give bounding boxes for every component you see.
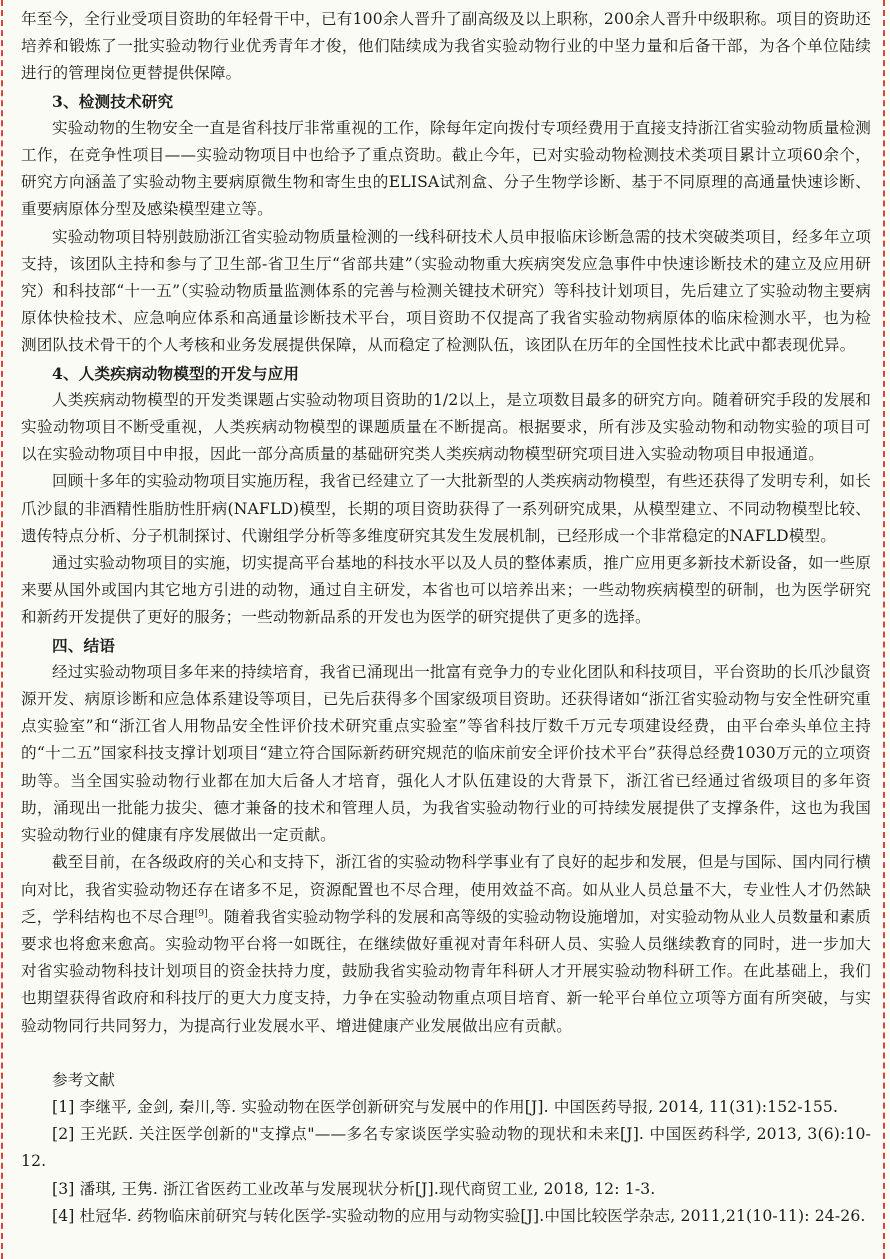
body-paragraph: 经过实验动物项目多年来的持续培育，我省已涌现出一批富有竞争力的专业化团队和科技项目，平台资助的长爪沙鼠资源开发、病原诊断和应急体系建设等项目，已先后获得多个国家级项目资助。还获得诸如“浙江省实验动物与安全性研究重点实验室”和“浙江省人用物品安全性评价技术研究重点实验室”等省科技厅数千万元专项建设经费，由平台牵头单位主持的“十二五”国家科技支撑计划项目“建立符合国际新药研究规范的临床前安全评价技术平台”获得总经费1030万元的立项资助等。当全国实验动物行业都在加大后备人才培育，强化人才队伍建设的大背景下，浙江省已经通过省级项目的多年资助，涌现出一批能力拔尖、德才兼备的技术和管理人员，为我省实验动物行业的可持续发展提供了支撑条件，这也为我国实验动物行业的健康有序发展做出一定贡献。 <box>21 662 871 845</box>
reference-item: [2] 王光跃. 关注医学创新的"支撑点"——多名专家谈医学实验动物的现状和未来[J]. 中国医药科学, 2013, 3(6):10-12. <box>21 1125 871 1171</box>
paragraph-text: 。随着我省实验动物学科的发展和高等级的实验动物设施增加，对实验动物从业人员数量和素质要求也将愈来愈高。实验动物平台将一如既往，在继续做好重视对青年科研人员、实验人员继续教育的同时，进一步加大对省实验动物科技计划项目的资金扶持力度，鼓励我省实验动物青年科研人才开展实验动物科研工作。在此基础上，我们也期望获得省政府和科技厅的更大力度支持，力争在实验动物重点项目培育、新一轮平台单位立项等方面有所突破，与实验动物同行共同努力，为提高行业发展水平、增进健康产业发展做出应有贡献。 <box>21 907 871 1035</box>
reference-item: [3] 潘琪, 王隽. 浙江省医药工业改革与发展现状分析[J].现代商贸工业, 2018, 12: 1-3. <box>52 1179 656 1198</box>
body-paragraph: 实验动物项目特别鼓励浙江省实验动物质量检测的一线科研技术人员申报临床诊断急需的技术突破类项目，经多年立项支持，该团队主持和参与了卫生部-省卫生厅“省部共建”（实验动物重大疾病突发应急事件中快速诊断技术的建立及应用研究）和科技部“十一五”（实验动物质量监测体系的完善与检测关键技术研究）等科技计划项目，先后建立了实验动物主要病原体快检技术、应急响应体系和高通量诊断技术平台，项目资助不仅提高了我省实验动物病原体的临床检测水平，也为检测团队技术骨干的个人考核和业务发展提供保障，从而稳定了检测队伍，该团队在历年的全国性技术比武中都表现优异。 <box>21 227 871 355</box>
body-paragraph <box>21 849 871 1039</box>
references-title: 参考文献 <box>52 1070 115 1089</box>
reference-item: [4] 杜冠华. 药物临床前研究与转化医学-实验动物的应用与动物实验[J].中国比较医学杂志, 2011,21(10-11): 24-26. <box>52 1206 866 1225</box>
section-heading: 四、结语 <box>52 635 115 655</box>
section-heading: 4、人类疾病动物模型的开发与应用 <box>52 363 300 383</box>
right-dashed-border <box>883 0 889 1259</box>
body-paragraph: 人类疾病动物模型的开发类课题占实验动物项目资助的1/2以上，是立项数目最多的研究方向。随着研究手段的发展和实验动物项目不断受重视，人类疾病动物模型的课题质量在不断提高。根据要求，所有涉及实验动物和动物实验的项目可以在实验动物项目中申报，因此一部分高质量的基础研究类人类疾病动物模型研究项目进入实验动物项目申报通道。 <box>21 390 871 464</box>
body-paragraph: 通过实验动物项目的实施，切实提高平台基地的科技水平以及人员的整体素质，推广应用更多新技术新设备，如一些原来要从国外或国内其它地方引进的动物，通过自主研发，本省也可以培养出来；一些动物疾病模型的研制，也为医学研究和新药开发提供了更好的服务；一些动物新品系的开发也为医学的研究提供了更多的选择。 <box>21 554 871 627</box>
citation-marker: [9] <box>194 908 208 919</box>
body-paragraph: 年至今，全行业受项目资助的年轻骨干中，已有100余人晋升了副高级及以上职称，200余人晋升中级职称。项目的资助还培养和锻炼了一批实验动物行业优秀青年才俊，他们陆续成为我省实验动物行业的中坚力量和后备干部，为各个单位陆续进行的管理岗位更替提供保障。 <box>21 10 871 83</box>
body-paragraph: 实验动物的生物安全一直是省科技厅非常重视的工作，除每年定向拨付专项经费用于直接支持浙江省实验动物质量检测工作，在竞争性项目——实验动物项目中也给予了重点资助。截止今年，已对实验动物检测技术类项目累计立项60余个，研究方向涵盖了实验动物主要病原微生物和寄生虫的ELISA试剂盒、分子生物学诊断、基于不同原理的高通量快速诊断、重要病原体分型及感染模型建立等。 <box>21 118 871 219</box>
paragraph-text: 截至目前，在各级政府的关心和支持下，浙江省的实验动物科学事业有了良好的起步和发展，但是与国际、国内同行横向对比，我省实验动物还存在诸多不足，资源配置也不尽合理，使用效益不高。如从业人员总量不大，专业性人才仍然缺乏，学科结构也不尽合理 <box>21 853 871 926</box>
left-dashed-border <box>1 0 7 1259</box>
reference-item: [1] 李继平, 金剑, 秦川,等. 实验动物在医学创新研究与发展中的作用[J]. 中国医药导报, 2014, 11(31):152-155. <box>52 1097 839 1116</box>
section-heading: 3、检测技术研究 <box>52 91 174 111</box>
article-body <box>21 6 871 1230</box>
body-paragraph: 回顾十多年的实验动物项目实施历程，我省已经建立了一大批新型的人类疾病动物模型，有些还获得了发明专利，如长爪沙鼠的非酒精性脂肪性肝病(NAFLD)模型，长期的项目资助获得了一系列研究成果，从模型建立、不同动物模型比较、遗传特点分析、分子机制探讨、代谢组学分析等多维度研究其发生发展机制，已经形成一个非常稳定的NAFLD模型。 <box>21 472 871 545</box>
